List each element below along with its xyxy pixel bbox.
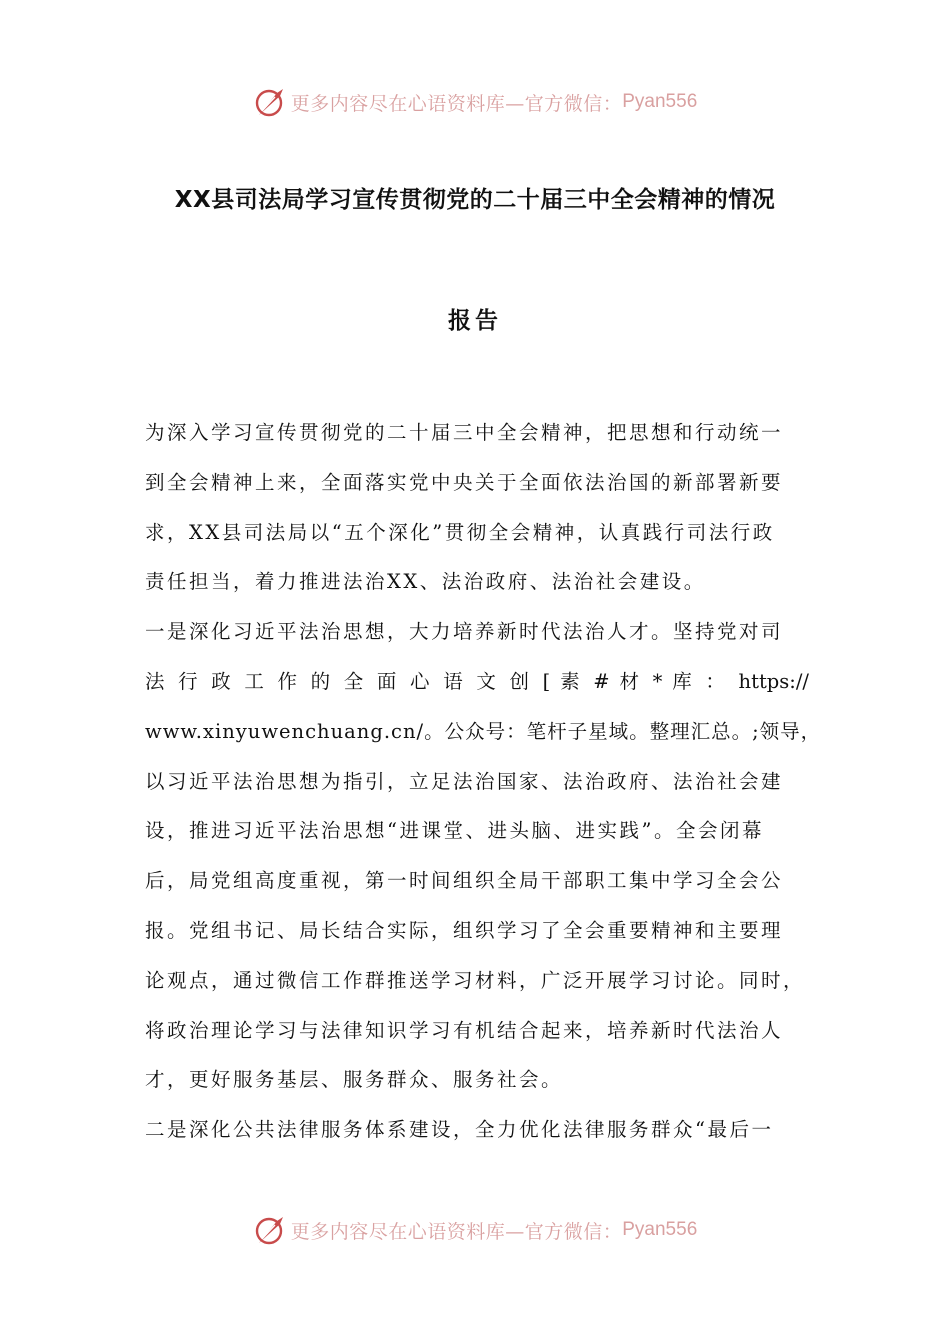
watermark-footer [0, 1210, 950, 1250]
body-line: 报。党组书记、局长结合实际，组织学习了全会重要精神和主要理 [145, 918, 784, 942]
watermark-text: 更多内容尽在心语资料库—官方微信： [290, 92, 623, 115]
body-line: 设，推进习近平法治思想“进课堂、进头脑、进实践”。全会闭幕 [145, 819, 764, 843]
quill-pen-logo-icon [253, 1213, 287, 1247]
body-line: 才，更好服务基层、服务群众、服务社会。 [145, 1068, 564, 1092]
quill-pen-logo-icon [253, 85, 287, 119]
body-line: 到全会精神上来，全面落实党中央关于全面依法治国的新部署新要 [145, 470, 784, 494]
body-line: 二是深化公共法律服务体系建设，全力优化法律服务群众“最后一 [145, 1118, 774, 1142]
body-line: 法 行 政 工 作 的 全 面 心 语 文 创 [ 素 # 材 * 库 ： https:// [145, 669, 809, 693]
body-line: 将政治理论学习与法律知识学习有机结合起来，培养新时代法治人 [145, 1018, 784, 1042]
document-title-continued: 报告 [448, 308, 502, 334]
body-line: 一是深化习近平法治思想，大力培养新时代法治人才。坚持党对司 [145, 620, 784, 644]
body-line: 为深入学习宣传贯彻党的二十届三中全会精神，把思想和行动统一 [145, 421, 784, 444]
body-line: 论观点，通过微信工作群推送学习材料，广泛开展学习讨论。同时， [145, 968, 806, 992]
body-line: 求，XX县司法局以“五个深化”贯彻全会精神，认真践行司法行政 [145, 520, 775, 544]
body-line: 责任担当，着力推进法治XX、法治政府、法治社会建设。 [145, 570, 706, 594]
watermark-wechat-id: Pyan556 [622, 91, 698, 112]
watermark-header [0, 82, 950, 122]
document-body [145, 414, 822, 1161]
body-line: 以习近平法治思想为指引，立足法治国家、法治政府、法治社会建 [145, 769, 784, 793]
body-line: 后，局党组高度重视，第一时间组织全局干部职工集中学习全会公 [145, 869, 784, 893]
document-title: XX县司法局学习宣传贯彻党的二十届三中全会精神的情况 [174, 187, 776, 213]
watermark-wechat-id: Pyan556 [622, 1219, 698, 1240]
body-line: www.xinyuwenchuang.cn/。公众号：笔杆子星域。整理汇总。;领导， [145, 719, 822, 743]
watermark-text: 更多内容尽在心语资料库—官方微信： [290, 1220, 623, 1243]
